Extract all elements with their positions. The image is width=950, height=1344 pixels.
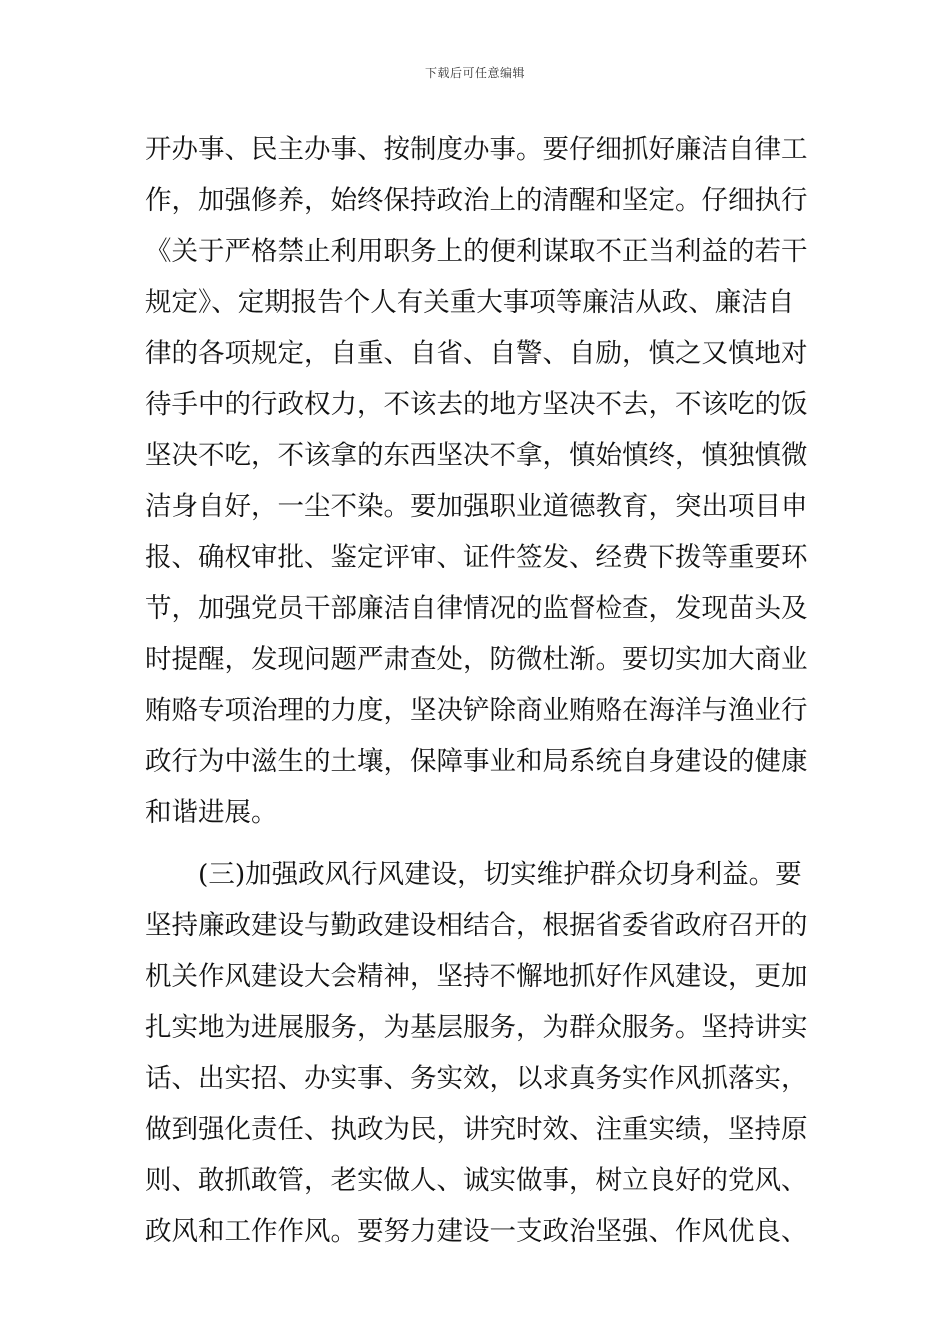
text-line: 时提醒，发现问题严肃查处，防微杜渐。要切实加大商业	[145, 644, 808, 675]
paragraph-1	[145, 124, 815, 838]
text-line: 作，加强修养，始终保持政治上的清醒和坚定。仔细执行	[145, 185, 808, 216]
text-line: 规定》、定期报告个人有关重大事项等廉洁从政、廉洁自	[145, 287, 795, 318]
text-line: 律的各项规定，自重、自省、自警、自励，慎之又慎地对	[145, 338, 808, 369]
text-line: 机关作风建设大会精神，坚持不懈地抓好作风建设，更加	[145, 961, 808, 992]
text-line-indented: (三)加强政风行风建设，切实维护群众切身利益。要	[198, 859, 802, 890]
text-line: 政行为中滋生的土壤，保障事业和局系统自身建设的健康	[145, 746, 808, 777]
text-line: 话、出实招、办实事、务实效，以求真务实作风抓落实，	[145, 1063, 808, 1094]
text-line: 开办事、民主办事、按制度办事。要仔细抓好廉洁自律工	[145, 134, 808, 165]
document-body	[145, 124, 815, 1257]
text-line: 扎实地为进展服务，为基层服务，为群众服务。坚持讲实	[145, 1012, 808, 1043]
text-line: 则、敢抓敢管，老实做人、诚实做事，树立良好的党风、	[145, 1165, 808, 1196]
paragraph-2	[145, 849, 815, 1257]
text-line: 做到强化责任、执政为民，讲究时效、注重实绩，坚持原	[145, 1114, 808, 1145]
text-line: 和谐进展。	[145, 797, 278, 828]
text-line: 洁身自好，一尘不染。要加强职业道德教育，突出项目申	[145, 491, 808, 522]
text-line: 贿赂专项治理的力度，坚决铲除商业贿赂在海洋与渔业行	[145, 695, 808, 726]
page-header: 下载后可任意编辑	[424, 66, 525, 80]
text-line: 节，加强党员干部廉洁自律情况的监督检查，发现苗头及	[145, 593, 808, 624]
paragraph-spacer	[145, 838, 815, 849]
text-line: 坚决不吃，不该拿的东西坚决不拿，慎始慎终，慎独慎微	[145, 440, 808, 471]
text-line: 报、确权审批、鉴定评审、证件签发、经费下拨等重要环	[145, 542, 808, 573]
text-line: 坚持廉政建设与勤政建设相结合，根据省委省政府召开的	[145, 910, 808, 941]
text-line: 待手中的行政权力，不该去的地方坚决不去，不该吃的饭	[145, 389, 808, 420]
text-line: 政风和工作作风。要努力建设一支政治坚强、作风优良、	[145, 1216, 808, 1247]
text-line: 《关于严格禁止利用职务上的便利谋取不正当利益的若干	[145, 236, 808, 267]
